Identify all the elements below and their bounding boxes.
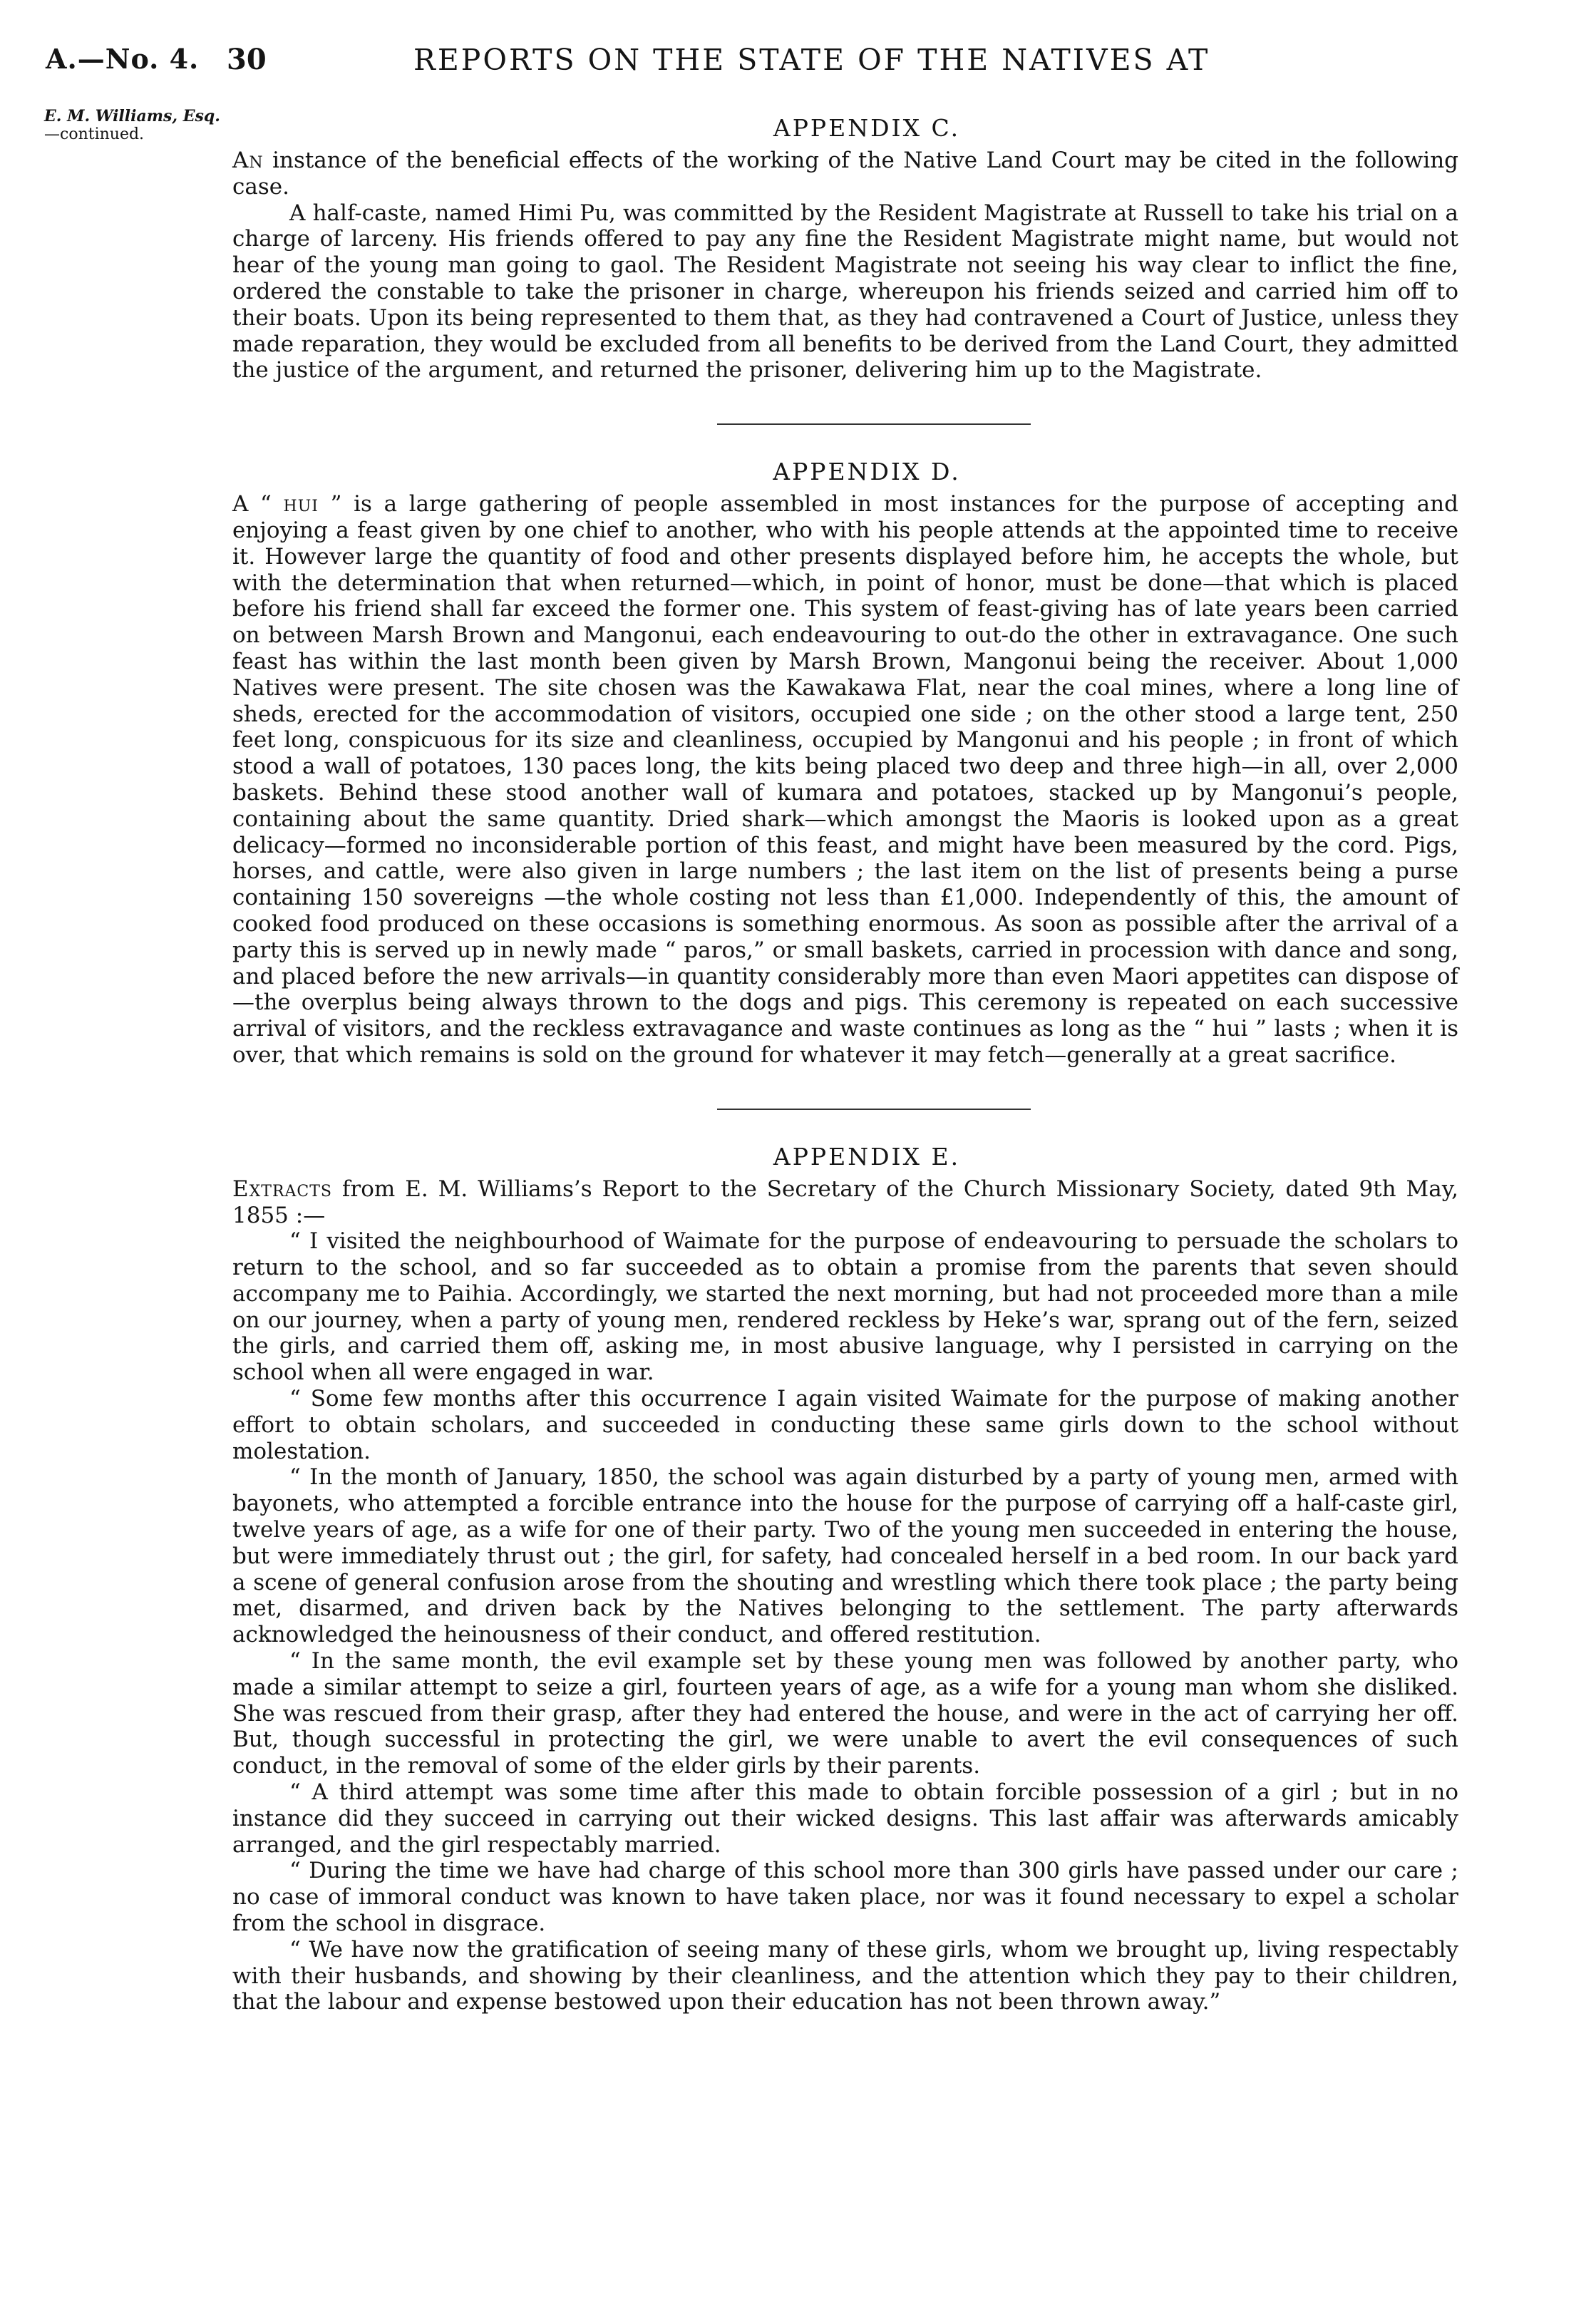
margin-note-author: E. M. Williams, Esq.	[44, 107, 220, 125]
appendix-e-intro: Extracts from E. M. Williams’s Report to the Secretary of the Church Missionary Society, dated 9th May, 1855 :—	[232, 1176, 1458, 1228]
page-number: 30	[227, 43, 267, 76]
appendix-e-paragraph: “ We have now the gratification of seeing many of these girls, whom we brought up, living respectably with their husbands, and showing by their cleanliness, and the attention which they pay to their children, that the labour and expense bestowed upon their education has not been thrown away.”	[232, 1936, 1458, 2015]
appendix-e	[232, 1143, 1458, 2016]
hui-term: hui	[283, 491, 319, 518]
appendix-e-paragraph: “ In the month of January, 1850, the school was again disturbed by a party of young men, armed with bayonets, who attempted a forcible entrance into the house for the purpose of carrying off a half-caste girl, twelve years of age, as a wife for one of their party. Two of the young men succeeded in entering the house, but were immediately thrust out ; the girl, for safety, had concealed herself in a bed room. In our back yard a scene of general confusion arose from the shouting and wrestling which there took place ; the party being met, disarmed, and driven back by the Natives belonging to the settlement. The party afterwards acknowledged the heinousness of their conduct, and offered restitution.	[232, 1464, 1458, 1648]
running-header	[0, 40, 1591, 83]
appendix-d	[232, 458, 1458, 1069]
appendix-e-paragraph: “ A third attempt was some time after this made to obtain forcible possession of a girl ; but in no instance did they succeed in carrying out their wicked designs. This last affair was afterwards amicably arranged, and the girl respectably married.	[232, 1779, 1458, 1858]
margin-note	[44, 107, 222, 144]
section-divider	[717, 1109, 1031, 1110]
appendix-c-paragraph: A half-caste, named Himi Pu, was committed by the Resident Magistrate at Russell to take his trial on a charge of larceny. His friends offered to pay any fine the Resident Magistrate might name, but would not hear of the young man going to gaol. The Resident Magistrate not seeing his way clear to inflict the fine, ordered the constable to take the prisoner in charge, whereupon his friends seized and carried him off to their boats. Upon its being represented to them that, as they had contravened a Court of Justice, unless they made reparation, they would be excluded from all benefits to be derived from the Land Court, they admitted the justice of the argument, and returned the prisoner, delivering him up to the Magistrate.	[232, 200, 1458, 384]
section-divider	[717, 423, 1031, 425]
margin-note-continued: —continued.	[44, 125, 145, 143]
appendix-e-paragraph: “ I visited the neighbourhood of Waimate for the purpose of endeavouring to persuade the scholars to return to the school, and so far succeeded as to obtain a promise from the parents that seven should accompany me to Paihia. Accordingly, we started the next morning, but had not proceeded more than a mile on our journey, when a party of young men, rendered reckless by Heke’s war, sprang out of the fern, seized the girls, and carried them off, asking me, in most abusive language, why I persisted in carrying on the school when all were engaged in war.	[232, 1228, 1458, 1386]
running-title: REPORTS ON THE STATE OF THE NATIVES AT	[413, 43, 1210, 77]
appendix-d-paragraph: A “ hui ” is a large gathering of people assembled in most instances for the purpose of accepting and enjoying a feast given by one chief to another, who with his people attends at the appointed time to receive it. However large the quantity of food and other presents displayed before him, he accepts the whole, but with the determination that when returned—which, in point of honor, must be done—that which is placed before his friend shall far exceed the former one. This system of feast-giving has of late years been carried on between Marsh Brown and Mangonui, each endeavouring to out-do the other in extravagance. One such feast has within the last month been given by Marsh Brown, Mangonui being the receiver. About 1,000 Natives were present. The site chosen was the Kawakawa Flat, near the coal mines, where a long line of sheds, erected for the accommodation of visitors, occupied one side ; on the other stood a large tent, 250 feet long, conspicuous for its size and cleanliness, occupied by Mangonui and his people ; in front of which stood a wall of potatoes, 130 paces long, the kits being placed two deep and three high—in all, over 2,000 baskets. Behind these stood another wall of kumara and potatoes, stacked up by Mangonui’s people, containing about the same quantity. Dried shark—which amongst the Maoris is looked upon as a great delicacy—formed no inconsiderable portion of this feast, and might have been measured by the cord. Pigs, horses, and cattle, were also given in large numbers ; the last item on the list of presents being a purse containing 150 sovereigns —the whole costing not less than £1,000. Independently of this, the amount of cooked food produced on these occasions is something enormous. As soon as possible after the arrival of a party this is served up in newly made “ paros,” or small baskets, carried in procession with dance and song, and placed before the new arrivals—in quantity considerably more than even Maori appetites can dispose of—the overplus being always thrown to the dogs and pigs. This ceremony is repeated on each successive arrival of visitors, and the reckless extravagance and waste continues as long as the “ hui ” lasts ; when it is over, that which remains is sold on the ground for whatever it may fetch—generally at a great sacrifice.	[232, 491, 1458, 1068]
appendix-e-paragraph: “ Some few months after this occurrence I again visited Waimate for the purpose of making another effort to obtain scholars, and succeeded in conducting these same girls down to the school without molestation.	[232, 1386, 1458, 1464]
appendix-d-title: APPENDIX D.	[773, 458, 961, 486]
page-body	[232, 114, 1458, 2015]
appendix-e-paragraph: “ During the time we have had charge of this school more than 300 girls have passed under our care ; no case of immoral conduct was known to have taken place, nor was it found necessary to expel a scholar from the school in disgrace.	[232, 1858, 1458, 1937]
lead-word: Extracts	[232, 1176, 332, 1202]
document-reference: A.—No. 4.	[46, 43, 200, 75]
appendix-c	[232, 114, 1458, 384]
appendix-e-paragraph: “ In the same month, the evil example set by these young men was followed by another party, who made a similar attempt to seize a girl, fourteen years of age, as a wife for a young man whom she disliked. She was rescued from their grasp, after they had entered the house, and were in the act of carrying her off. But, though successful in protecting the girl, we were unable to avert the evil consequences of such conduct, in the removal of some of the elder girls by their parents.	[232, 1648, 1458, 1779]
appendix-e-title: APPENDIX E.	[773, 1142, 961, 1171]
appendix-c-title: APPENDIX C.	[773, 114, 961, 142]
lead-word: An	[232, 148, 264, 173]
appendix-c-paragraph: An instance of the beneficial effects of the working of the Native Land Court may be cited in the following case.	[232, 148, 1458, 200]
